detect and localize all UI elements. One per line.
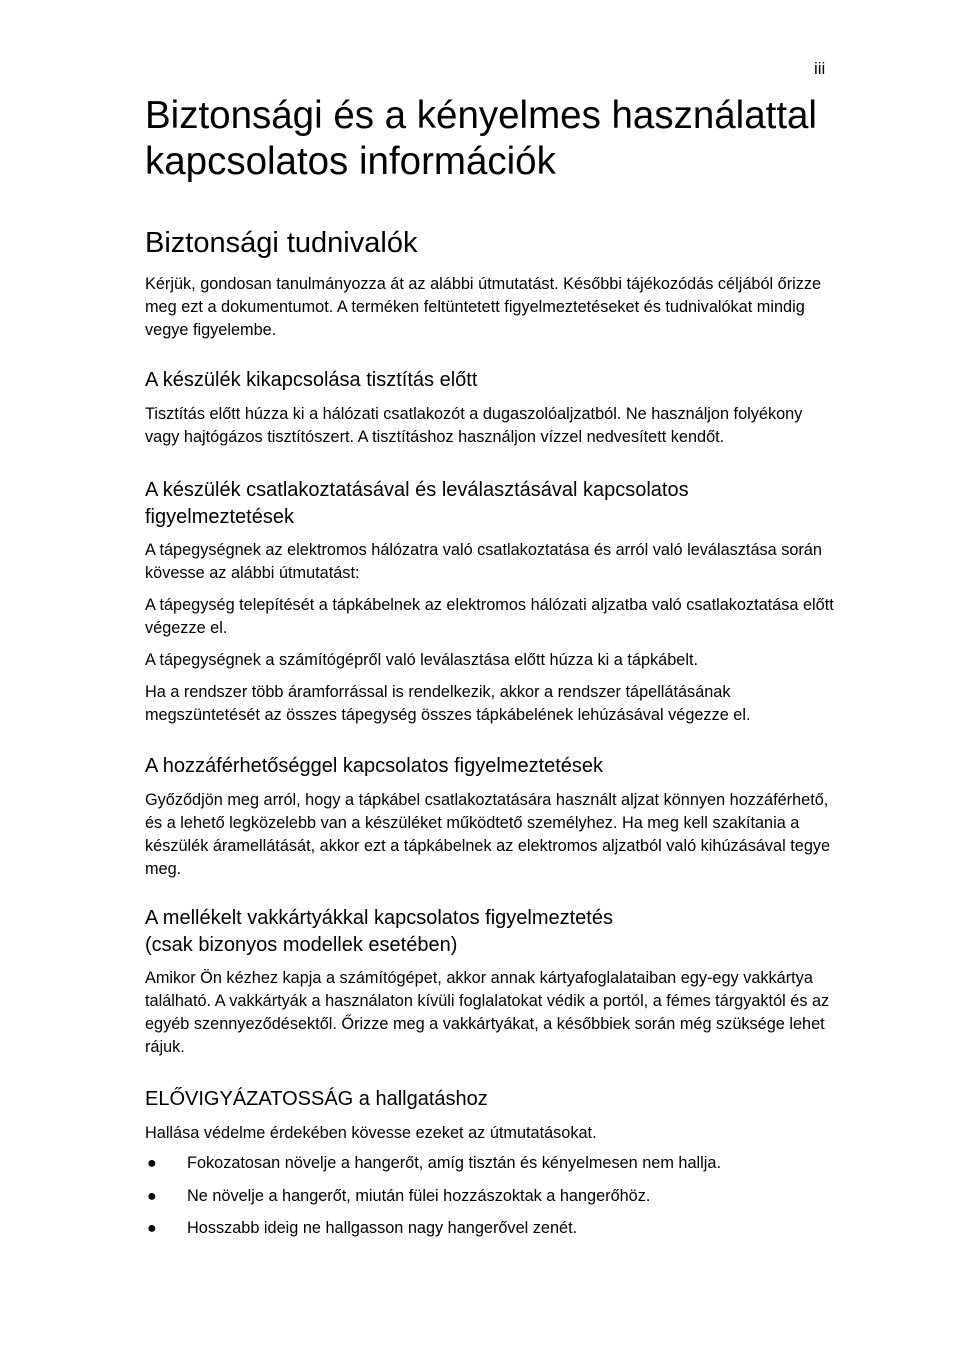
listening-bullet-list [145, 1152, 835, 1240]
dummy-cards-heading-line1: A mellékelt vakkártyákkal kapcsolatos figyelmeztetés [145, 907, 613, 929]
accessibility-paragraph: Győződjön meg arról, hogy a tápkábel csatlakoztatására használt aljzat könnyen hozzáférhető, és a lehető legközelebb van a készüléket működtető személyhez. Ha meg kell szakítania a készülék áramellátását, akkor ezt a tápkábelnek az elektromos aljzatból való kihúzásával tegye meg. [145, 791, 831, 878]
dummy-cards-heading-line2: (csak bizonyos modellek esetében) [145, 934, 458, 956]
bullet-icon: ● [147, 1220, 157, 1237]
cleaning-heading: A készülék kikapcsolása tisztítás előtt [145, 369, 478, 391]
section-title: Biztonsági tudnivalók [145, 227, 418, 259]
list-item-text: Hosszabb ideig ne hallgasson nagy hangerővel zenét. [187, 1219, 578, 1237]
list-item-text: Fokozatosan növelje a hangerőt, amíg tisztán és kényelmesen nem hallja. [187, 1154, 721, 1172]
list-item [145, 1152, 835, 1175]
connection-heading: A készülék csatlakoztatásával és leválasztásával kapcsolatos figyelmeztetések [145, 479, 689, 528]
listening-paragraph: Hallása védelme érdekében kövesse ezeket az útmutatásokat. [145, 1124, 597, 1142]
connection-paragraph-1: A tápegységnek az elektromos hálózatra való csatlakoztatása és arról való leválasztása során kövesse az alábbi útmutatást: [145, 541, 822, 582]
connection-paragraph-3: A tápegységnek a számítógépről való leválasztása előtt húzza ki a tápkábelt. [145, 651, 698, 669]
connection-paragraph-2: A tápegység telepítését a tápkábelnek az elektromos hálózati aljzatba való csatlakoztatása előtt végezze el. [145, 596, 834, 637]
bullet-icon: ● [147, 1155, 157, 1172]
bullet-icon: ● [147, 1187, 157, 1205]
dummy-cards-paragraph: Amikor Ön kézhez kapja a számítógépet, akkor annak kártyafoglalataiban egy-egy vakkártya található. A vakkártyák a használaton kívüli foglalatokat védik a portól, a fémes tárgyaktól és az egyéb szennyeződésektől. Őrizze meg a vakkártyákat, a későbbiek során még szüksége lehet rájuk. [145, 969, 830, 1056]
connection-paragraph-4: Ha a rendszer több áramforrással is rendelkezik, akkor a rendszer tápellátásának megszüntetését az összes tápegység összes tápkábelének lehúzásával végezze el. [145, 683, 751, 724]
intro-paragraph: Kérjük, gondosan tanulmányozza át az alábbi útmutatást. Későbbi tájékozódás céljából őrizze meg ezt a dokumentumot. A terméken feltüntetett figyelmeztetéseket és tudnivalókat mindig vegye figyelembe. [145, 275, 822, 339]
page-number: iii [814, 59, 826, 78]
accessibility-heading: A hozzáférhetőséggel kapcsolatos figyelmeztetések [145, 755, 604, 777]
document-body [145, 93, 835, 1250]
page-title: Biztonsági és a kényelmes használattal kapcsolatos információk [145, 94, 817, 183]
cleaning-paragraph: Tisztítás előtt húzza ki a hálózati csatlakozót a dugaszolóaljzatból. Ne használjon folyékony vagy hajtógázos tisztítószert. A tisztításhoz használjon vízzel nedvesített kendőt. [145, 405, 803, 446]
list-item-text: Ne növelje a hangerőt, miután fülei hozzászoktak a hangerőhöz. [187, 1186, 651, 1205]
list-item [145, 1185, 835, 1208]
list-item [145, 1217, 835, 1240]
listening-heading: ELŐVIGYÁZATOSSÁG a hallgatáshoz [145, 1088, 488, 1110]
dummy-cards-heading [145, 905, 835, 959]
